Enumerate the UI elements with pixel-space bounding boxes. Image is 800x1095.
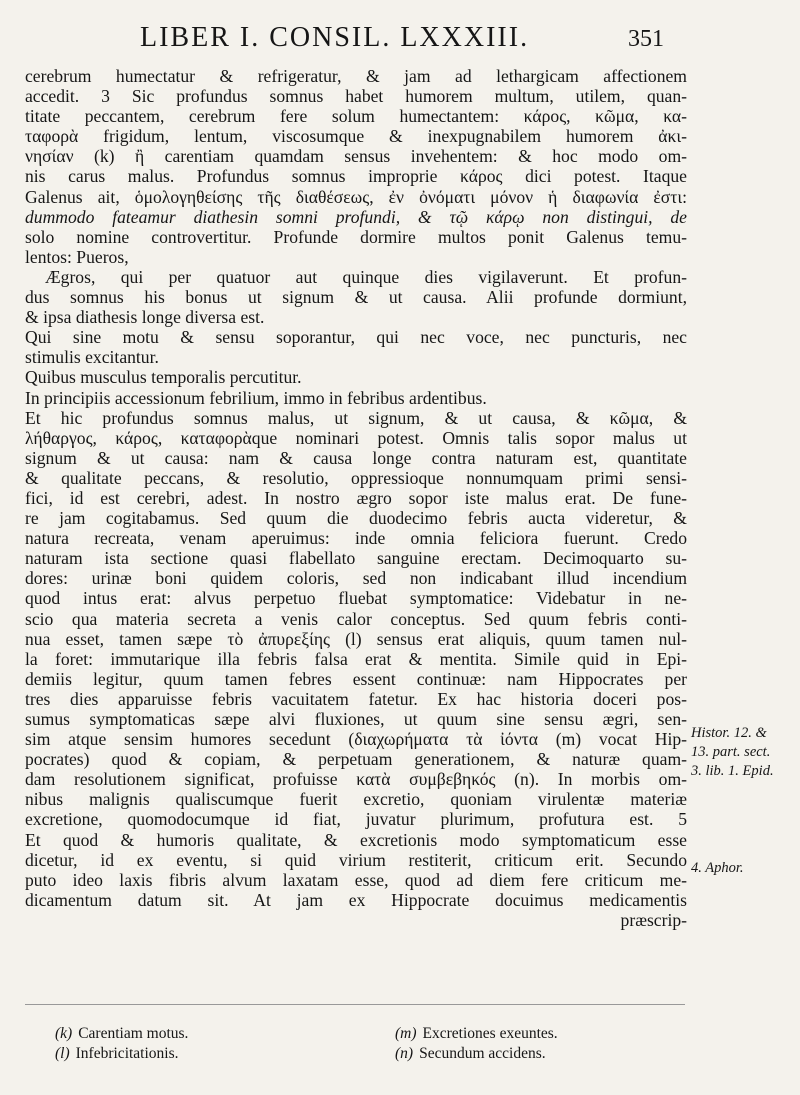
footnote-mark: (m) (395, 1025, 417, 1042)
footnote-text: Carentiam motus. (78, 1025, 189, 1042)
footnote-mark: (k) (55, 1025, 73, 1042)
margin-note: Histor. 12. & (691, 725, 767, 741)
text-line: dam resolutionem significat, profuisse κατὰ συμβεβηκός (n). In morbis om- (25, 769, 687, 790)
margin-note: 13. part. sect. (691, 744, 771, 760)
text-line: quod intus erat: alvus perpetuo fluebat symptomatice: Videbatur in ne- (25, 588, 687, 609)
text-line: dicamentum datum sit. At jam ex Hippocrate docuimus medicamentis (25, 889, 687, 910)
footnote-text: Secundum accidens. (419, 1045, 546, 1062)
catchword: præscrip- (620, 909, 687, 930)
margin-notes (691, 724, 797, 878)
footnote-l (55, 1044, 179, 1064)
text-line: accedit. 3 Sic profundus somnus habet humorem multum, utilem, quan- (25, 86, 687, 107)
text-line: la foret: immutarique illa febris falsa erat & mentita. Simile quid in Epi- (25, 648, 687, 669)
text-line: solo nomine controvertitur. Profunde dormire multos ponit Galenus temu- (25, 226, 687, 247)
text-line: Ægros, qui per quatuor aut quinque dies vigilaverunt. Et profun- (45, 266, 687, 287)
footnote-n (395, 1044, 546, 1064)
text-line: excretione, quomodocumque id fiat, juvatur plurimum, profutura est. 5 (25, 809, 687, 830)
text-line: In principiis accessionum febrilium, immo in febribus ardentibus. (25, 387, 487, 408)
text-line: & ipsa diathesis longe diversa est. (25, 307, 265, 328)
text-line: titate peccantem, cerebrum fere solum humectantem: κάρος, κῶμα, κα- (25, 106, 687, 127)
text-line: natura recreata, venam aperuimus: inde omnia feliciora fuerunt. Credo (25, 528, 687, 549)
footnote-text: Excretiones exeuntes. (422, 1025, 558, 1042)
running-head: LIBER I. CONSIL. LXXXIII. (140, 22, 530, 53)
text-line: ταφορὰ frigidum, lentum, viscosumque & inexpugnabilem humorem ἀκι- (25, 126, 687, 147)
text-line: demiis legitur, quum tamen febres essent continuæ: nam Hippocrates per (25, 668, 687, 689)
text-line: sim atque sensim humores secedunt (διαχωρήματα τὰ ἰόντα (m) vocat Hip- (25, 729, 687, 750)
text-line: fici, id est cerebri, adest. In nostro ægro sopor iste malus erat. De fune- (25, 487, 687, 508)
text-line: lentos: Pueros, (25, 246, 129, 267)
text-line: nibus malignis qualiscumque fuerit excretio, quoniam virulentæ materiæ (25, 789, 687, 810)
text-line: re jam cogitabamus. Sed quum die duodecimo febris aucta videretur, & (25, 508, 687, 529)
page-header (0, 20, 800, 60)
text-line: λήθαργος, κάρος, καταφορὰque nominari potest. Omnis talis sopor malus ut (25, 427, 687, 448)
page-number: 351 (628, 26, 664, 52)
text-line: dummodo fateamur diathesin somni profundi, & τῷ κάρῳ non distingui, de (25, 206, 687, 227)
text-line: signum & ut causa: nam & causa longe contra naturam est, quantitate (25, 447, 687, 468)
footnote-m (395, 1024, 558, 1044)
text-line: νησίαν (k) ἢ carentiam quamdam sensus invehentem: & hoc modo om- (25, 146, 687, 167)
text-line: sumus symptomaticas sæpe alvi fluxiones, ut quum sine sensu ægri, sen- (25, 709, 687, 729)
text-line: dores: urinæ boni quidem coloris, sed non indicabant illud incendium (25, 568, 687, 589)
footnote-mark: (n) (395, 1045, 414, 1062)
footnote-rule (25, 1004, 685, 1005)
main-text (25, 66, 687, 930)
text-line: Quibus musculus temporalis percutitur. (25, 367, 302, 388)
text-line: Qui sine motu & sensu soporantur, qui nec voce, nec puncturis, nec (25, 327, 687, 348)
text-line: stimulis excitantur. (25, 347, 159, 368)
text-line: pocrates) quod & copiam, & perpetuam generationem, & naturæ quam- (25, 749, 687, 770)
text-line: & qualitate peccans, & resolutio, oppressioque nonnumquam primi sensi- (25, 467, 687, 488)
text-line: nis carus malus. Profundus somnus improprie κάρος dici potest. Itaque (25, 166, 687, 187)
footnote-text: Infebricitationis. (75, 1045, 179, 1062)
text-line: dus somnus his bonus ut signum & ut causa. Alii profunde dormiunt, (25, 287, 687, 308)
text-line: tres dies apparuisse febris vacuitatem fatetur. Ex hac historia doceri pos- (25, 688, 687, 709)
margin-note: 4. Aphor. (691, 860, 744, 876)
text-line: naturam ista sectione quasi flabellato sanguine erectam. Decimoquarto su- (25, 548, 687, 569)
text-line: dicetur, id ex eventu, si quid virium restiterit, criticum erit. Secundo (25, 849, 687, 870)
footnote-mark: (l) (55, 1045, 70, 1062)
margin-note: 3. lib. 1. Epid. (691, 763, 774, 779)
text-line: Galenus ait, ὁμολογηθείσης τῆς διαθέσεως, ἐν ὀνόματι μόνον ἡ διαφωνία ἐστι: (25, 186, 687, 207)
text-line: nua esset, tamen sæpe τὸ ἀπυρεξίης (l) sensus erat aliquis, quum tamen nul- (25, 628, 687, 649)
text-line: puto ideo laxis fibris alvum laxatam esse, quod ad diem fere criticum me- (25, 869, 687, 890)
text-line: Et quod & humoris qualitate, & excretionis modo symptomaticum esse (25, 829, 687, 850)
text-line: scio qua materia secreta a venis calor conceptus. Sed quum febris conti- (25, 608, 687, 629)
text-line: cerebrum humectatur & refrigeratur, & jam ad lethargicam affectionem (25, 66, 687, 86)
text-line: Et hic profundus somnus malus, ut signum, & ut causa, & κῶμα, & (25, 407, 687, 428)
footnote-k (55, 1024, 188, 1044)
